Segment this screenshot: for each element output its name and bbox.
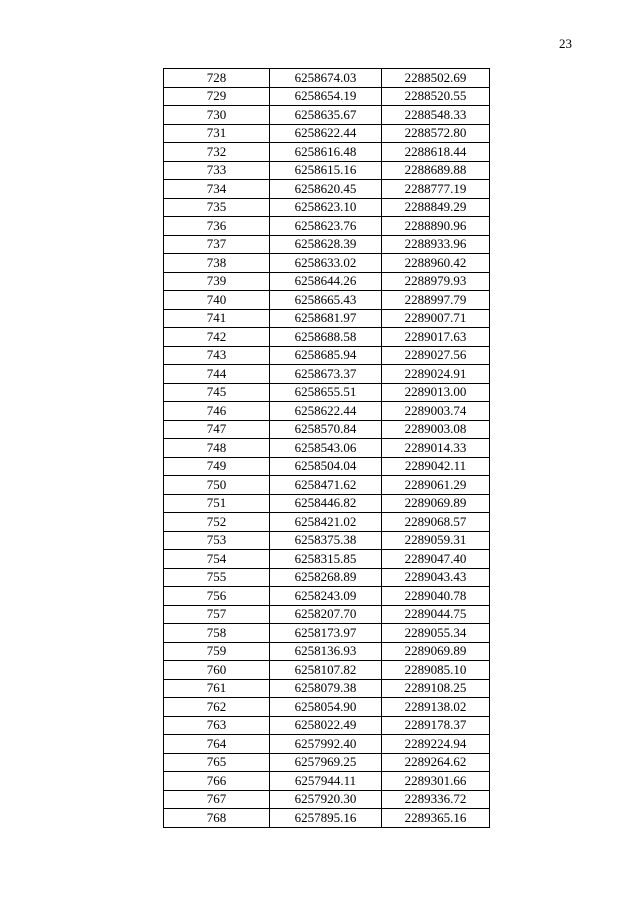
y-coordinate-cell: 2289264.62 [382,753,490,772]
x-coordinate-cell: 6258570.84 [270,420,382,439]
y-coordinate-cell: 2289108.25 [382,679,490,698]
point-number-cell: 734 [164,180,270,199]
point-number-cell: 755 [164,568,270,587]
table-row [164,531,490,550]
table-row [164,291,490,310]
y-coordinate-cell: 2288890.96 [382,217,490,236]
point-number-cell: 747 [164,420,270,439]
table-row [164,383,490,402]
point-number-cell: 762 [164,698,270,717]
point-number-cell: 767 [164,790,270,809]
point-number-cell: 728 [164,69,270,88]
x-coordinate-cell: 6258315.85 [270,550,382,569]
table-row [164,272,490,291]
y-coordinate-cell: 2288618.44 [382,143,490,162]
point-number-cell: 729 [164,87,270,106]
x-coordinate-cell: 6258644.26 [270,272,382,291]
y-coordinate-cell: 2288572.80 [382,124,490,143]
y-coordinate-cell: 2289301.66 [382,772,490,791]
point-number-cell: 745 [164,383,270,402]
y-coordinate-cell: 2289042.11 [382,457,490,476]
x-coordinate-cell: 6258685.94 [270,346,382,365]
x-coordinate-cell: 6258421.02 [270,513,382,532]
table-row [164,790,490,809]
table-row [164,235,490,254]
y-coordinate-cell: 2289027.56 [382,346,490,365]
y-coordinate-cell: 2289059.31 [382,531,490,550]
x-coordinate-cell: 6258268.89 [270,568,382,587]
y-coordinate-cell: 2289085.10 [382,661,490,680]
coordinates-table-body [164,69,490,828]
x-coordinate-cell: 6258173.97 [270,624,382,643]
point-number-cell: 743 [164,346,270,365]
x-coordinate-cell: 6258654.19 [270,87,382,106]
table-row [164,402,490,421]
point-number-cell: 741 [164,309,270,328]
table-row [164,735,490,754]
table-row [164,716,490,735]
point-number-cell: 763 [164,716,270,735]
table-row [164,513,490,532]
table-row [164,698,490,717]
y-coordinate-cell: 2289069.89 [382,642,490,661]
point-number-cell: 740 [164,291,270,310]
y-coordinate-cell: 2288777.19 [382,180,490,199]
x-coordinate-cell: 6258633.02 [270,254,382,273]
point-number-cell: 737 [164,235,270,254]
point-number-cell: 759 [164,642,270,661]
point-number-cell: 739 [164,272,270,291]
table-row [164,420,490,439]
x-coordinate-cell: 6258107.82 [270,661,382,680]
y-coordinate-cell: 2288960.42 [382,254,490,273]
x-coordinate-cell: 6258623.10 [270,198,382,217]
point-number-cell: 730 [164,106,270,125]
y-coordinate-cell: 2289013.00 [382,383,490,402]
table-row [164,457,490,476]
y-coordinate-cell: 2288502.69 [382,69,490,88]
point-number-cell: 749 [164,457,270,476]
y-coordinate-cell: 2289047.40 [382,550,490,569]
x-coordinate-cell: 6258543.06 [270,439,382,458]
point-number-cell: 757 [164,605,270,624]
point-number-cell: 753 [164,531,270,550]
x-coordinate-cell: 6258628.39 [270,235,382,254]
point-number-cell: 746 [164,402,270,421]
y-coordinate-cell: 2288933.96 [382,235,490,254]
table-row [164,328,490,347]
table-row [164,69,490,88]
x-coordinate-cell: 6258635.67 [270,106,382,125]
x-coordinate-cell: 6258623.76 [270,217,382,236]
point-number-cell: 765 [164,753,270,772]
point-number-cell: 731 [164,124,270,143]
x-coordinate-cell: 6258504.04 [270,457,382,476]
y-coordinate-cell: 2289068.57 [382,513,490,532]
table-row [164,809,490,828]
table-row [164,587,490,606]
x-coordinate-cell: 6258674.03 [270,69,382,88]
x-coordinate-cell: 6258673.37 [270,365,382,384]
x-coordinate-cell: 6258471.62 [270,476,382,495]
x-coordinate-cell: 6258022.49 [270,716,382,735]
y-coordinate-cell: 2289003.08 [382,420,490,439]
y-coordinate-cell: 2289055.34 [382,624,490,643]
x-coordinate-cell: 6257895.16 [270,809,382,828]
point-number-cell: 754 [164,550,270,569]
table-row [164,679,490,698]
x-coordinate-cell: 6258622.44 [270,124,382,143]
y-coordinate-cell: 2289040.78 [382,587,490,606]
table-row [164,198,490,217]
y-coordinate-cell: 2289138.02 [382,698,490,717]
x-coordinate-cell: 6258615.16 [270,161,382,180]
y-coordinate-cell: 2289178.37 [382,716,490,735]
x-coordinate-cell: 6258616.48 [270,143,382,162]
point-number-cell: 766 [164,772,270,791]
x-coordinate-cell: 6258054.90 [270,698,382,717]
table-row [164,476,490,495]
point-number-cell: 751 [164,494,270,513]
table-row [164,494,490,513]
y-coordinate-cell: 2289061.29 [382,476,490,495]
table-row [164,143,490,162]
y-coordinate-cell: 2288520.55 [382,87,490,106]
point-number-cell: 733 [164,161,270,180]
x-coordinate-cell: 6258375.38 [270,531,382,550]
x-coordinate-cell: 6258655.51 [270,383,382,402]
x-coordinate-cell: 6258665.43 [270,291,382,310]
table-row [164,124,490,143]
y-coordinate-cell: 2289224.94 [382,735,490,754]
coordinates-table [163,68,490,828]
table-row [164,365,490,384]
x-coordinate-cell: 6258243.09 [270,587,382,606]
point-number-cell: 760 [164,661,270,680]
x-coordinate-cell: 6257944.11 [270,772,382,791]
table-row [164,161,490,180]
y-coordinate-cell: 2289014.33 [382,439,490,458]
point-number-cell: 764 [164,735,270,754]
point-number-cell: 750 [164,476,270,495]
y-coordinate-cell: 2288548.33 [382,106,490,125]
y-coordinate-cell: 2289007.71 [382,309,490,328]
point-number-cell: 736 [164,217,270,236]
x-coordinate-cell: 6258079.38 [270,679,382,698]
table-row [164,106,490,125]
point-number-cell: 758 [164,624,270,643]
y-coordinate-cell: 2288689.88 [382,161,490,180]
x-coordinate-cell: 6257920.30 [270,790,382,809]
x-coordinate-cell: 6258688.58 [270,328,382,347]
page-number: 23 [559,36,572,51]
x-coordinate-cell: 6258446.82 [270,494,382,513]
y-coordinate-cell: 2289043.43 [382,568,490,587]
y-coordinate-cell: 2289365.16 [382,809,490,828]
x-coordinate-cell: 6258681.97 [270,309,382,328]
y-coordinate-cell: 2289017.63 [382,328,490,347]
point-number-cell: 732 [164,143,270,162]
table-row [164,624,490,643]
table-row [164,753,490,772]
y-coordinate-cell: 2288997.79 [382,291,490,310]
y-coordinate-cell: 2289336.72 [382,790,490,809]
table-row [164,439,490,458]
table-row [164,87,490,106]
y-coordinate-cell: 2288849.29 [382,198,490,217]
point-number-cell: 761 [164,679,270,698]
y-coordinate-cell: 2289044.75 [382,605,490,624]
point-number-cell: 756 [164,587,270,606]
table-row [164,254,490,273]
point-number-cell: 748 [164,439,270,458]
x-coordinate-cell: 6258620.45 [270,180,382,199]
point-number-cell: 738 [164,254,270,273]
table-row [164,642,490,661]
x-coordinate-cell: 6257969.25 [270,753,382,772]
y-coordinate-cell: 2289003.74 [382,402,490,421]
x-coordinate-cell: 6257992.40 [270,735,382,754]
table-row [164,605,490,624]
point-number-cell: 752 [164,513,270,532]
point-number-cell: 735 [164,198,270,217]
x-coordinate-cell: 6258622.44 [270,402,382,421]
point-number-cell: 744 [164,365,270,384]
x-coordinate-cell: 6258207.70 [270,605,382,624]
point-number-cell: 742 [164,328,270,347]
table-row [164,180,490,199]
table-row [164,346,490,365]
table-row [164,309,490,328]
table-row [164,661,490,680]
table-row [164,217,490,236]
y-coordinate-cell: 2288979.93 [382,272,490,291]
table-row [164,550,490,569]
y-coordinate-cell: 2289069.89 [382,494,490,513]
point-number-cell: 768 [164,809,270,828]
x-coordinate-cell: 6258136.93 [270,642,382,661]
table-row [164,568,490,587]
y-coordinate-cell: 2289024.91 [382,365,490,384]
table-row [164,772,490,791]
